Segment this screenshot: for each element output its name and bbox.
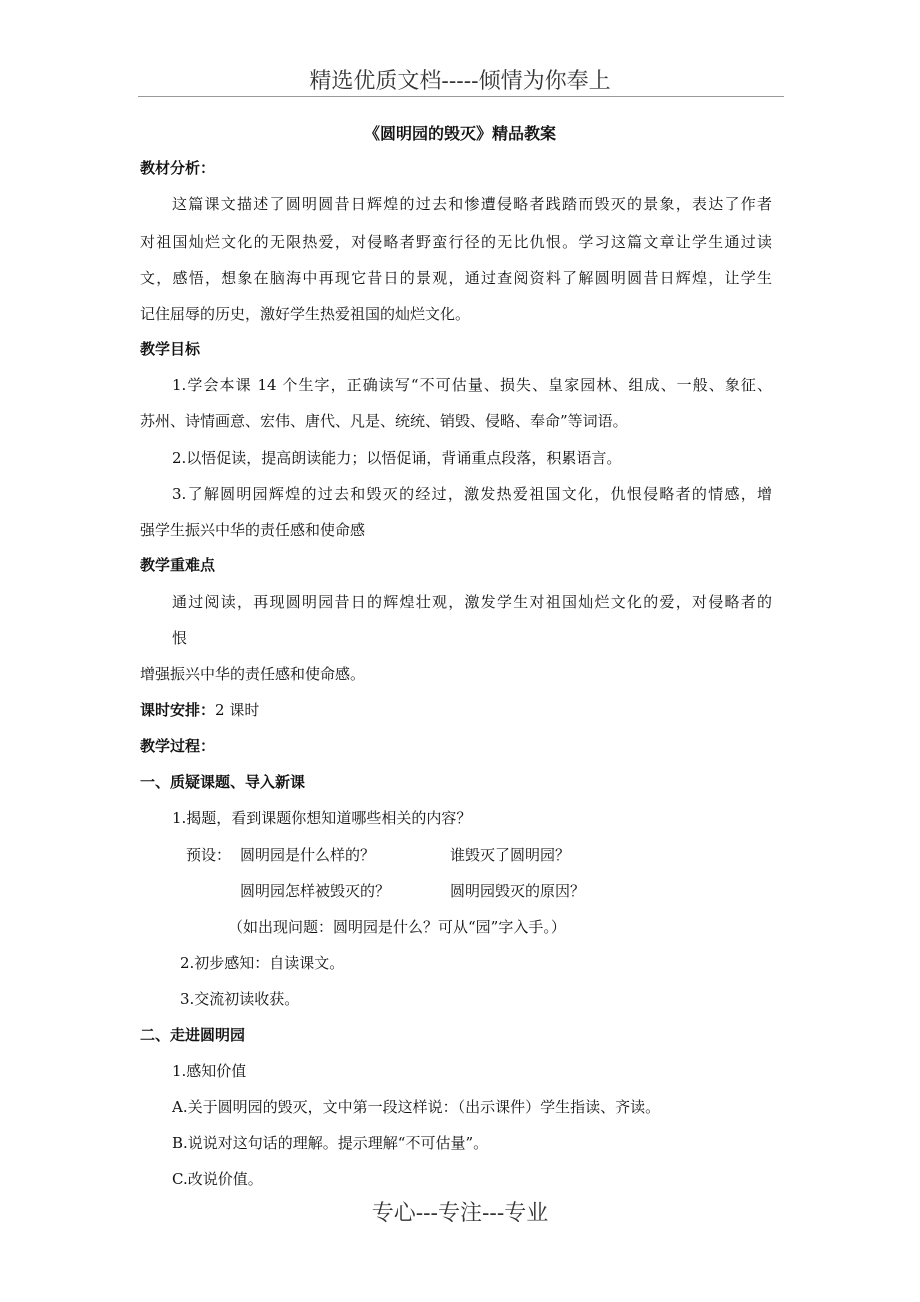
process-heading: 教学过程： xyxy=(140,737,216,755)
goal-3-line-1: 3.了解圆明园辉煌的过去和毁灭的经过，激发热爱祖国文化，仇恨侵略者的情感，增 xyxy=(172,485,772,503)
section-2-item-c: C.改说价值。 xyxy=(172,1170,263,1188)
preset-question-1: 圆明园是什么样的？ xyxy=(240,846,376,864)
analysis-line-3: 文，感悟，想象在脑海中再现它昔日的景观，通过查阅资料了解圆明圆昔日辉煌，让学生 xyxy=(140,269,772,287)
preset-question-2: 谁毁灭了圆明园？ xyxy=(450,846,571,864)
key-points-line-3: 增强振兴中华的责任感和使命感。 xyxy=(140,665,366,683)
key-points-line-1: 通过阅读，再现圆明园昔日的辉煌壮观，激发学生对祖国灿烂文化的爱，对侵略者的 xyxy=(172,593,772,611)
section-1-item-2: 2.初步感知：自读课文。 xyxy=(180,954,345,972)
key-points-line-2: 恨 xyxy=(172,629,188,647)
header-divider xyxy=(138,96,784,97)
section-1-item-1: 1.揭题，看到课题你想知道哪些相关的内容？ xyxy=(172,809,472,827)
section-2-heading: 二、走进圆明园 xyxy=(140,1026,246,1044)
goal-2: 2.以悟促读，提高朗读能力；以悟促诵，背诵重点段落，积累语言。 xyxy=(172,449,622,467)
analysis-line-4: 记住屈辱的历史，激好学生热爱祖国的灿烂文化。 xyxy=(140,305,471,323)
schedule xyxy=(140,699,259,720)
goals-heading: 教学目标 xyxy=(140,340,201,358)
section-2-item-a: A.关于圆明园的毁灭，文中第一段这样说：（出示课件）学生指读、齐读。 xyxy=(172,1098,661,1116)
goal-1-line-2: 苏州、诗情画意、宏伟、唐代、凡是、统统、销毁、侵略、奉命”等词语。 xyxy=(140,412,628,430)
goal-3-line-2: 强学生振兴中华的责任感和使命感 xyxy=(140,521,366,539)
page-footer: 专心---专注---专业 xyxy=(371,1201,549,1226)
analysis-line-1: 这篇课文描述了圆明圆昔日辉煌的过去和惨遭侵略者践踏而毁灭的景象，表达了作者 xyxy=(172,195,772,213)
schedule-value: 2 课时 xyxy=(215,701,260,719)
section-2-item-b: B.说说对这句话的理解。提示理解“不可估量”。 xyxy=(172,1134,489,1152)
preset-question-4: 圆明园毁灭的原因？ xyxy=(450,882,586,900)
section-2-item-1: 1.感知价值 xyxy=(172,1062,247,1080)
analysis-heading: 教材分析： xyxy=(140,159,216,177)
preset-label: 预设： xyxy=(186,846,232,864)
section-1-item-3: 3.交流初读收获。 xyxy=(180,990,300,1008)
schedule-label: 课时安排： xyxy=(140,701,216,719)
page-header: 精选优质文档-----倾情为你奉上 xyxy=(309,69,611,94)
preset-note: （如出现问题：圆明园是什么？可从“园”字入手。） xyxy=(228,918,566,936)
document-title: 《圆明园的毁灭》精品教案 xyxy=(363,124,556,143)
preset-question-3: 圆明园怎样被毁灭的？ xyxy=(240,882,391,900)
key-points-heading: 教学重难点 xyxy=(140,556,216,574)
analysis-line-2: 对祖国灿烂文化的无限热爱，对侵略者野蛮行径的无比仇恨。学习这篇文章让学生通过读 xyxy=(140,233,772,251)
goal-1-line-1: 1.学会本课 14 个生字，正确读写“不可估量、损失、皇家园林、组成、一般、象征、 xyxy=(172,376,772,394)
section-1-heading: 一、质疑课题、导入新课 xyxy=(140,773,306,791)
